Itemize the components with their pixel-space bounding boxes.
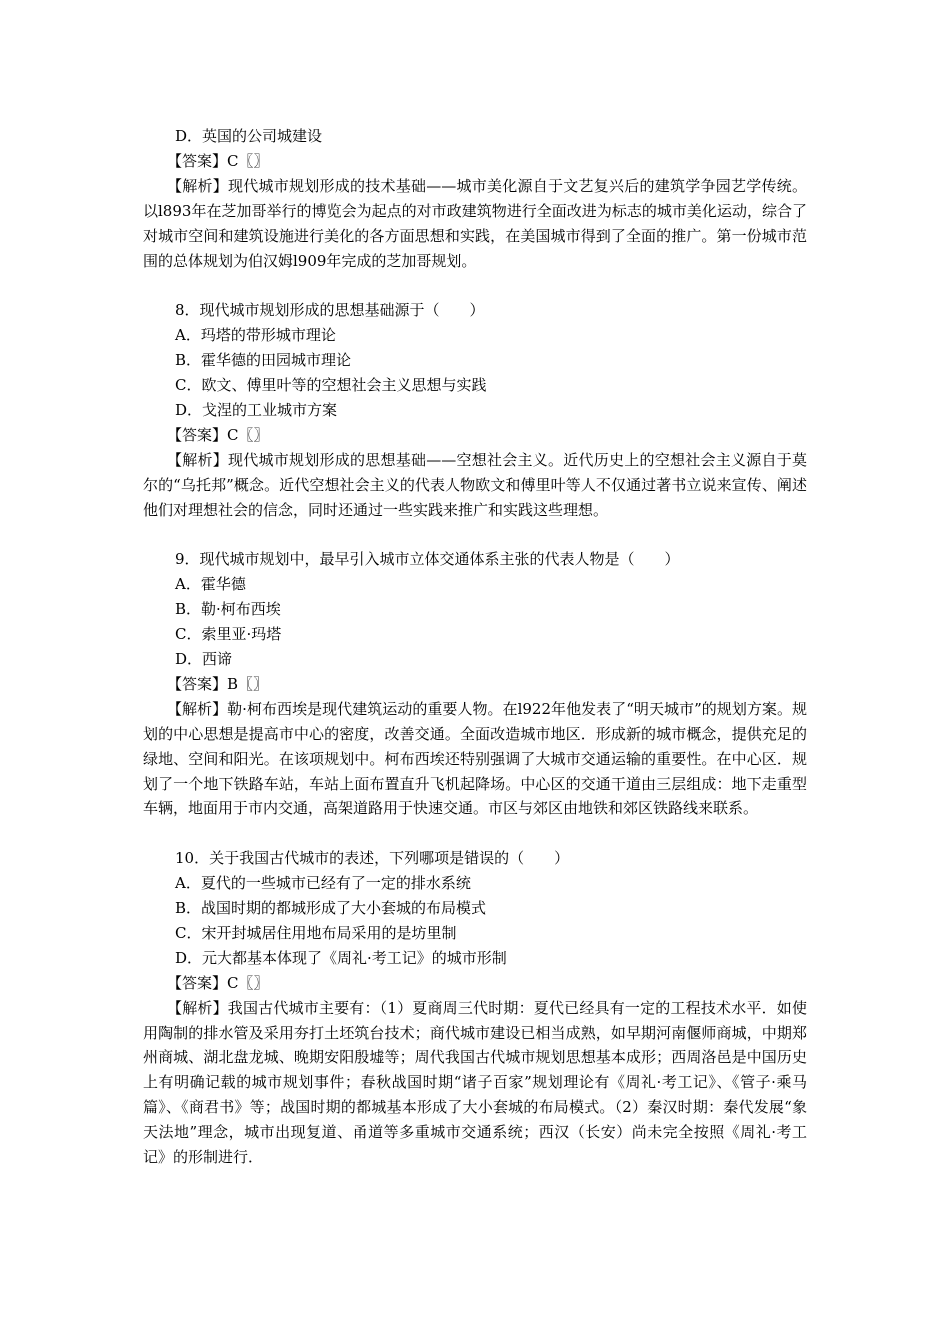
question-9-option-b: B．勒·柯布西埃	[175, 600, 281, 619]
question-10-stem: 10．关于我国古代城市的表述，下列哪项是错误的（ ）	[175, 849, 570, 868]
question-10-option-c: C．宋开封城居住用地布局采用的是坊里制	[175, 923, 457, 942]
document-content	[143, 124, 807, 1170]
question-9-option-a: A．霍华德	[175, 575, 246, 594]
question-9-answer: 【答案】B〖〗	[167, 674, 269, 693]
question-8-option-c: C．欧文、傅里叶等的空想社会主义思想与实践	[175, 376, 487, 395]
question-9-explanation	[143, 697, 807, 822]
question-10-explanation-tag: 【解析】	[167, 998, 228, 1017]
question-8-answer: 【答案】C〖〗	[167, 425, 269, 444]
question-10-explanation-text: 我国古代城市主要有：（1）夏商周三代时期：夏代已经具有一定的工程技术水平．如使用陶制的排水管及采用夯打土坯筑台技术；商代城市建设已相当成熟，如早期河南偃师商城，中期郑州商城、湖北盘龙城、晚期安阳殷墟等；周代我国古代城市规划思想基本成形；西周洛邑是中国历史上有明确记载的城市规划事件；春秋战国时期“诸子百家”规划理论有《周礼·考工记》、《管子·乘马篇》、《商君书》等；战国时期的都城基本形成了大小套城的布局模式。（2）秦汉时期：秦代发展“象天法地”理念，城市出现复道、甬道等多重城市交通系统；西汉（长安）尚未完全按照《周礼·考工记》的形制进行．	[143, 998, 807, 1167]
question-8	[143, 298, 807, 522]
prev-question-block	[143, 124, 807, 273]
question-9-explanation-text: 勒·柯布西埃是现代建筑运动的重要人物。在l922年他发表了“明天城市”的规划方案。规划的中心思想是提高市中心的密度，改善交通。全面改造城市地区．形成新的城市概念，提供充足的绿地、空间和阳光。在该项规划中。柯布西埃还特别强调了大城市交通运输的重要性。在中心区．规划了一个地下铁路车站，车站上面布置直升飞机起降场。中心区的交通干道由三层组成：地下走重型车辆，地面用于市内交通，高架道路用于快速交通。市区与郊区由地铁和郊区铁路线来联系。	[143, 699, 807, 818]
question-9-option-d: D．西谛	[175, 650, 233, 668]
prev-explanation-text: 现代城市规划形成的技术基础——城市美化源自于文艺复兴后的建筑学争园艺学传统。以l893年在芝加哥举行的博览会为起点的对市政建筑物进行全面改进为标志的城市美化运动，综合了对城市空间和建筑设施进行美化的各方面思想和实践，在美国城市得到了全面的推广。第一份城市范围的总体规划为伯汉姆l909年完成的芝加哥规划。	[143, 176, 807, 270]
question-10	[143, 846, 807, 1170]
question-10-option-b: B．战国时期的都城形成了大小套城的布局模式	[175, 899, 487, 918]
question-8-explanation	[143, 448, 807, 523]
question-8-stem: 8．现代城市规划形成的思想基础源于（ ）	[175, 301, 485, 320]
question-9	[143, 547, 807, 821]
prev-explanation	[143, 174, 807, 274]
prev-option-d: D．英国的公司城建设	[175, 127, 323, 145]
question-8-option-d: D．戈涅的工业城市方案	[175, 400, 338, 419]
spacer	[143, 821, 807, 846]
spacer	[143, 273, 807, 298]
spacer	[143, 522, 807, 547]
question-9-explanation-tag: 【解析】	[167, 699, 228, 718]
question-10-explanation	[143, 996, 807, 1170]
question-8-explanation-text: 现代城市规划形成的思想基础——空想社会主义。近代历史上的空想社会主义源自于莫尔的“乌托邦”概念。近代空想社会主义的代表人物欧文和傅里叶等人不仅通过著书立说来宣传、阐述他们对理想社会的信念，同时还通过一些实践来推广和实践这些理想。	[143, 450, 807, 519]
question-10-option-d: D．元大都基本体现了《周礼·考工记》的城市形制	[175, 948, 507, 967]
question-10-answer: 【答案】C〖〗	[167, 973, 269, 992]
question-10-option-a: A．夏代的一些城市已经有了一定的排水系统	[175, 874, 471, 893]
prev-explanation-tag: 【解析】	[167, 176, 228, 195]
question-9-stem: 9．现代城市规划中，最早引入城市立体交通体系主张的代表人物是（ ）	[175, 550, 680, 569]
question-8-option-b: B．霍华德的田园城市理论	[175, 351, 352, 370]
question-9-option-c: C．索里亚·玛塔	[175, 625, 282, 644]
prev-answer: 【答案】C〖〗	[167, 151, 269, 170]
question-8-option-a: A．玛塔的带形城市理论	[175, 326, 336, 345]
question-8-explanation-tag: 【解析】	[167, 450, 228, 469]
